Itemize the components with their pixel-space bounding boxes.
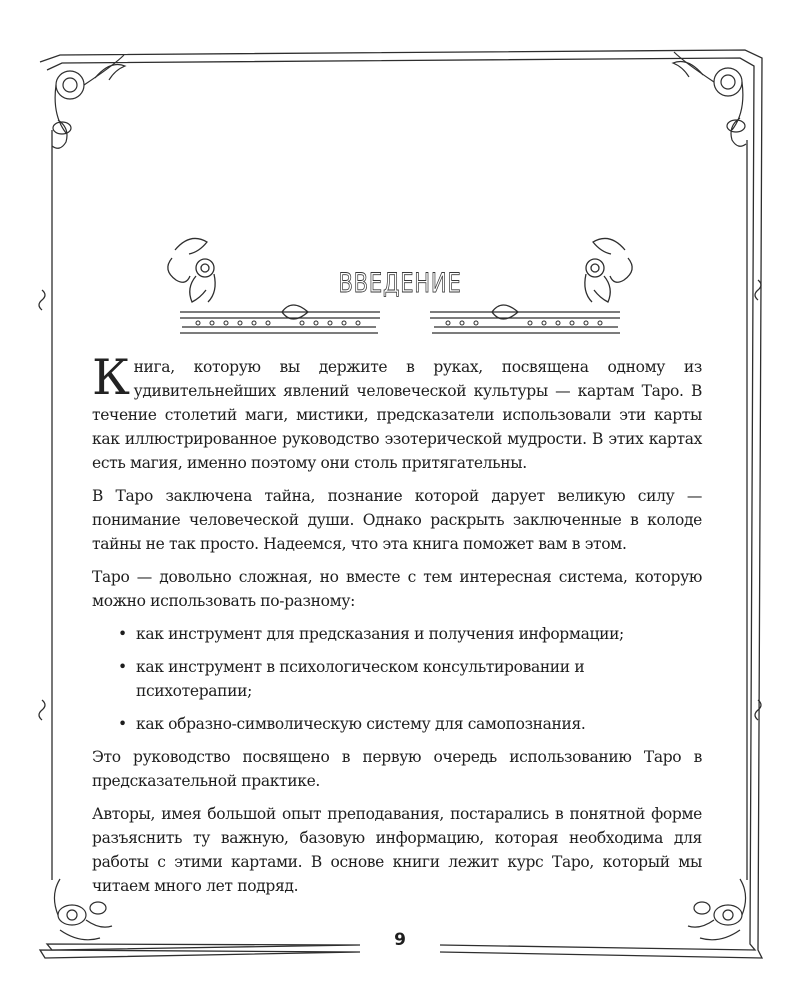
drop-cap: К — [92, 349, 130, 406]
bullet-item: • как образно-символическую систему для самопознания. — [118, 712, 702, 736]
paragraph: Авторы, имея большой опыт преподавания, постарались в понятной форме разъяснить ту важную, базовую информацию, которая необходима для работы с этими картами. В основе книги лежит курс Таро, который мы читаем много лет подряд. — [92, 805, 702, 895]
heading-flower-left — [168, 238, 215, 302]
intro-paragraph — [92, 349, 702, 475]
heading-flower-right — [585, 238, 632, 302]
bullet-item: • как инструмент для предсказания и получения информации; — [118, 622, 702, 646]
intro-text: нига, которую вы держите в руках, посвящена одному из удивительнейших явлений человеческой культуры — картам Таро. В течение столетий маги, мистики, предсказатели использовали эти карты как иллюстрированное руководство эзотерической мудрости. В этих картах есть магия, именно поэтому они столь притягательны. — [92, 358, 702, 472]
paragraph: Таро — довольно сложная, но вместе с тем интересная система, которую можно использовать по-разному: — [92, 568, 702, 610]
page-number: 9 — [394, 930, 406, 950]
bullet-list — [92, 622, 702, 736]
paragraph: В Таро заключена тайна, познание которой дарует великую силу — понимание человеческой души. Однако раскрыть заключенные в колоде тайны не так просто. Надеемся, что эта книга поможет вам в этом. — [92, 487, 702, 553]
chapter-title: ВВЕДЕНИЕ — [338, 268, 462, 299]
paragraph: Это руководство посвящено в первую очередь использованию Таро в предсказательной практике. — [92, 748, 702, 790]
bullet-item: • как инструмент в психологическом консультировании и психотерапии; — [118, 655, 702, 703]
body-text — [92, 349, 702, 907]
